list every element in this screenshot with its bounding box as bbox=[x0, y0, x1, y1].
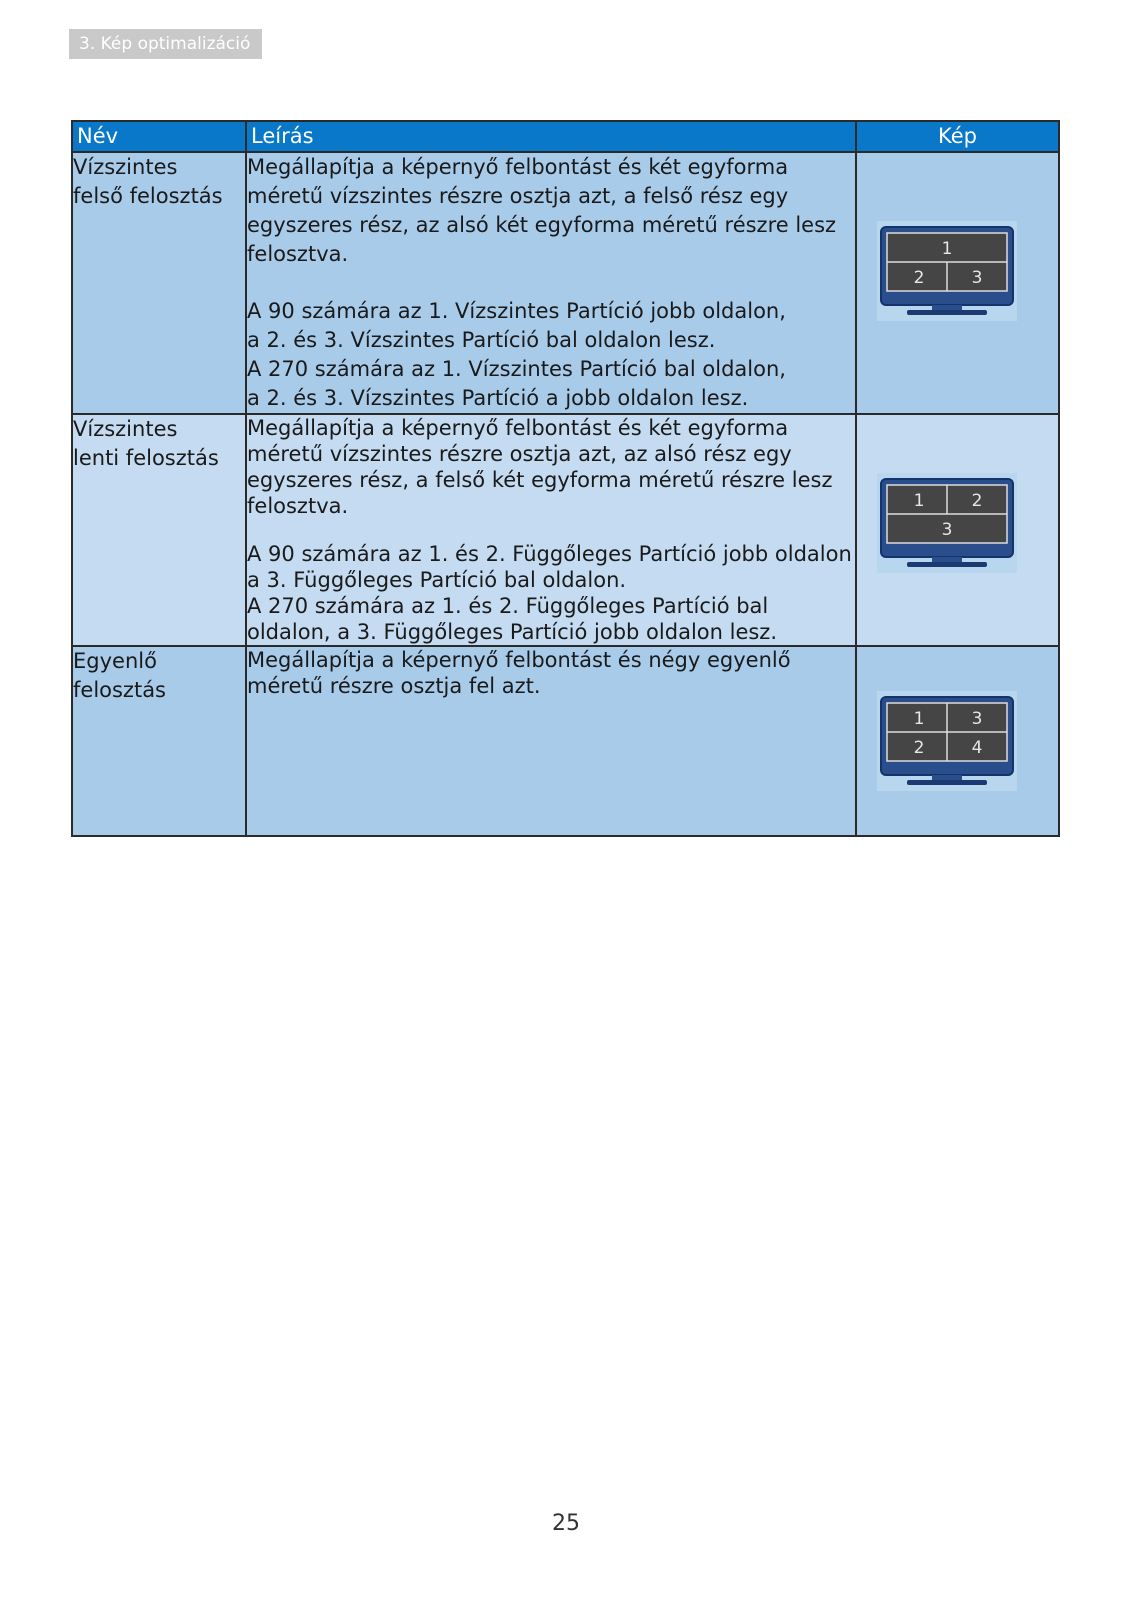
table-row bbox=[72, 414, 1059, 646]
mode-image-cell bbox=[856, 646, 1059, 836]
table-row bbox=[72, 152, 1059, 414]
mode-name-line: lenti felosztás bbox=[73, 446, 219, 470]
table-row bbox=[72, 646, 1059, 836]
mode-name-line: felső felosztás bbox=[73, 184, 223, 208]
panel-label: 3 bbox=[941, 520, 953, 540]
panel-label: 1 bbox=[913, 709, 925, 729]
column-header-image: Kép bbox=[856, 121, 1059, 152]
column-header-description: Leírás bbox=[246, 121, 856, 152]
monitor-top-split-icon bbox=[877, 221, 1017, 321]
monitor-quad-split-icon bbox=[877, 691, 1017, 791]
mode-name-cell bbox=[72, 646, 246, 836]
section-tab: 3. Kép optimalizáció bbox=[69, 29, 262, 59]
panel-label: 2 bbox=[913, 738, 925, 758]
mode-image-cell bbox=[856, 152, 1059, 414]
description-paragraph: A 90 számára az 1. és 2. Függőleges Partíció jobb oldalon a 3. Függőleges Partíció bal oldalon. bbox=[247, 542, 852, 592]
description-paragraph: Megállapítja a képernyő felbontást és négy egyenlő méretű részre osztja fel azt. bbox=[247, 648, 791, 698]
monitor-bottom-split-icon bbox=[877, 473, 1017, 573]
mode-description-cell bbox=[246, 646, 856, 836]
mode-name-line: Egyenlő felosztás bbox=[73, 649, 167, 702]
description-paragraph: A 270 számára az 1. Vízszintes Partíció bal oldalon, bbox=[247, 357, 786, 381]
mode-name-cell bbox=[72, 414, 246, 646]
panel-label: 3 bbox=[971, 268, 983, 288]
panel-label: 1 bbox=[913, 491, 925, 511]
panel-label: 1 bbox=[941, 239, 953, 259]
panel-label: 2 bbox=[971, 491, 983, 511]
description-paragraph: Megállapítja a képernyő felbontást és két egyforma méretű vízszintes részre osztja azt, a felső rész egy egyszeres rész, az alsó két egyforma méretű részre lesz felosztva. bbox=[247, 155, 837, 266]
mode-description-cell bbox=[246, 152, 856, 414]
mode-image-cell bbox=[856, 414, 1059, 646]
table-header-row bbox=[72, 121, 1059, 152]
description-paragraph: A 90 számára az 1. Vízszintes Partíció jobb oldalon, bbox=[247, 299, 786, 323]
panel-label: 3 bbox=[971, 709, 983, 729]
mode-description-cell bbox=[246, 414, 856, 646]
description-paragraph: A 270 számára az 1. és 2. Függőleges Partíció bal oldalon, a 3. Függőleges Partíció jobb oldalon lesz. bbox=[247, 594, 778, 644]
column-header-name: Név bbox=[72, 121, 246, 152]
mode-name-line: Vízszintes bbox=[73, 417, 178, 441]
mode-name-line: Vízszintes bbox=[73, 155, 178, 179]
description-paragraph: a 2. és 3. Vízszintes Partíció bal oldalon lesz. bbox=[247, 328, 716, 352]
partition-table bbox=[71, 120, 1060, 837]
mode-name-cell bbox=[72, 152, 246, 414]
panel-label: 4 bbox=[971, 738, 983, 758]
description-paragraph: Megállapítja a képernyő felbontást és két egyforma méretű vízszintes részre osztja azt, az alsó rész egy egyszeres rész, a felső két egyforma méretű részre lesz felosztva. bbox=[247, 416, 833, 518]
panel-label: 2 bbox=[913, 268, 925, 288]
description-paragraph: a 2. és 3. Vízszintes Partíció a jobb oldalon lesz. bbox=[247, 386, 749, 410]
page-number: 25 bbox=[552, 1511, 580, 1536]
